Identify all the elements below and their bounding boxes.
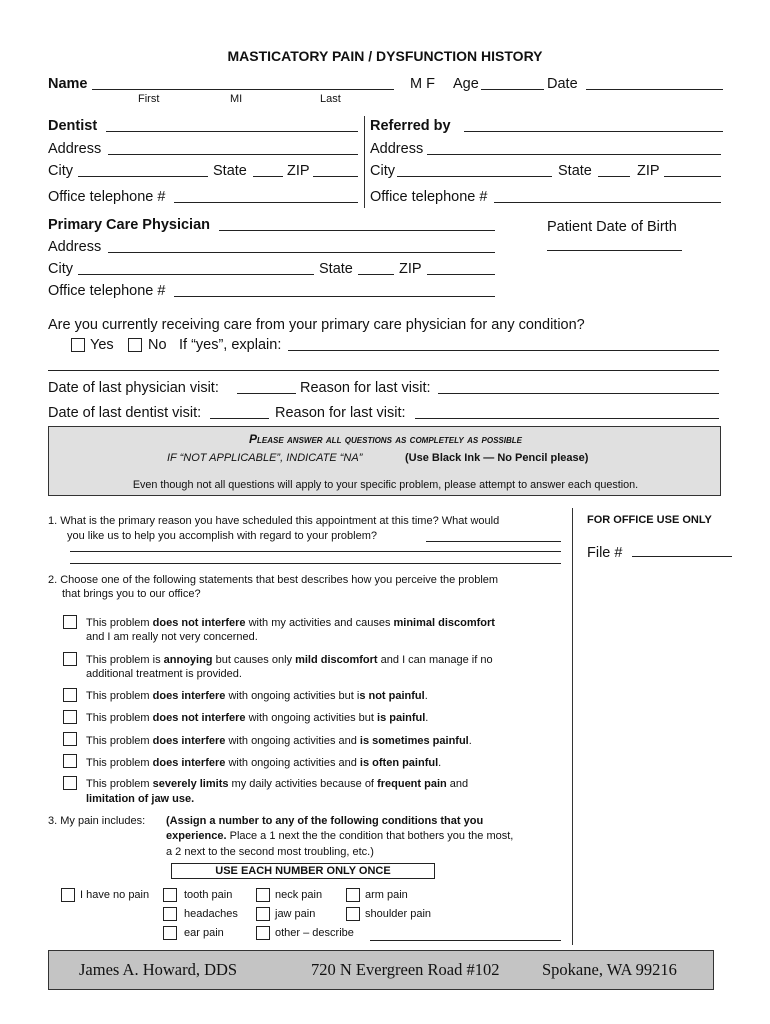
- referred-zip-field[interactable]: [664, 176, 721, 177]
- jaw-pain-label: jaw pain: [275, 908, 316, 920]
- headaches-box[interactable]: [163, 907, 177, 921]
- physician-name-field[interactable]: [219, 230, 495, 231]
- dentist-zip-field[interactable]: [313, 176, 358, 177]
- q3-instruction-line3: a 2 next to the second most troubling, etc.): [166, 846, 374, 858]
- referred-city-field[interactable]: [397, 176, 552, 177]
- name-label: Name: [48, 76, 88, 92]
- other-pain-label: other – describe: [275, 927, 354, 939]
- first-name-caption: First: [138, 93, 160, 105]
- last-name-caption: Last: [320, 93, 341, 105]
- doctor-name: James A. Howard, DDS: [79, 960, 238, 979]
- column-divider: [364, 116, 365, 208]
- q1-answer-field-3[interactable]: [70, 563, 561, 564]
- q2-text-line2: that brings you to our office?: [62, 588, 201, 600]
- office-divider: [572, 508, 573, 945]
- physician-city-label: City: [48, 261, 73, 277]
- referred-zip-label: ZIP: [637, 163, 660, 179]
- neck-pain-box[interactable]: [256, 888, 270, 902]
- q2-option-2-text: This problem is annoying but causes only mild discomfort and I can manage if no: [86, 654, 493, 666]
- physician-visit-field[interactable]: [237, 393, 296, 394]
- physician-address-label: Address: [48, 239, 102, 255]
- q2-option-4-checkbox[interactable]: [63, 710, 77, 724]
- care-question: Are you currently receiving care from your primary care physician for any condition?: [48, 317, 585, 333]
- q2-text-line1: 2. Choose one of the following statements that best describes how you perceive the problem: [48, 574, 499, 586]
- instructions-box: [48, 426, 721, 496]
- referred-address-field[interactable]: [427, 154, 721, 155]
- referred-city-label: City: [370, 163, 395, 179]
- q2-option-1-checkbox[interactable]: [63, 615, 77, 629]
- physician-state-field[interactable]: [358, 274, 394, 275]
- physician-heading: Primary Care Physician: [48, 217, 211, 233]
- dentist-state-field[interactable]: [253, 176, 283, 177]
- file-number-label: File #: [587, 545, 623, 561]
- care-explain-field[interactable]: [288, 350, 719, 351]
- q1-text-line2: you like us to help you accomplish with regard to your problem?: [67, 530, 377, 542]
- q2-option-2-checkbox[interactable]: [63, 652, 77, 666]
- instructions-heading: Please answer all questions as completely as possible: [249, 432, 522, 446]
- care-no-label: No: [148, 337, 167, 353]
- dentist-address-label: Address: [48, 141, 102, 157]
- no-pain-checkbox[interactable]: [61, 888, 75, 902]
- referred-state-label: State: [558, 163, 592, 179]
- office-use-heading: FOR OFFICE USE ONLY: [587, 514, 712, 526]
- sex-options[interactable]: M F: [410, 76, 435, 92]
- physician-state-label: State: [319, 261, 353, 277]
- physician-address-field[interactable]: [108, 252, 495, 253]
- referred-phone-label: Office telephone #: [370, 189, 488, 205]
- age-label: Age: [453, 76, 479, 92]
- dob-field[interactable]: [547, 250, 682, 251]
- footer-bar: [48, 950, 714, 990]
- tooth-pain-label: tooth pain: [184, 889, 233, 901]
- care-explain-field-2[interactable]: [48, 370, 719, 371]
- q2-option-1-text: This problem does not interfere with my activities and causes minimal discomfort: [86, 617, 495, 629]
- date-label: Date: [547, 76, 578, 92]
- jaw-pain-box[interactable]: [256, 907, 270, 921]
- shoulder-pain-box[interactable]: [346, 907, 360, 921]
- q2-option-5-checkbox[interactable]: [63, 732, 77, 746]
- q2-option-3-text: This problem does interfere with ongoing activities but is not painful.: [86, 690, 428, 702]
- q2-option-5-text: This problem does interfere with ongoing activities and is sometimes painful.: [86, 735, 472, 747]
- instructions-note: Even though not all questions will apply to your specific problem, please attempt to answer each question.: [132, 479, 639, 491]
- neck-pain-label: neck pain: [275, 889, 323, 901]
- dentist-phone-label: Office telephone #: [48, 189, 166, 205]
- name-field[interactable]: [92, 89, 394, 90]
- dentist-heading: Dentist: [48, 118, 98, 134]
- q2-option-4-text: This problem does not interfere with ongoing activities but is painful.: [86, 712, 429, 724]
- na-instruction: IF “NOT APPLICABLE”, INDICATE “NA”: [167, 452, 363, 464]
- q1-answer-field-2[interactable]: [70, 551, 561, 552]
- q2-option-2-text-line2: additional treatment is provided.: [86, 668, 242, 680]
- no-pain-label: I have no pain: [80, 889, 150, 901]
- other-describe-field[interactable]: [370, 940, 561, 941]
- date-field[interactable]: [586, 89, 723, 90]
- dentist-zip-label: ZIP: [287, 163, 310, 179]
- physician-reason-field[interactable]: [438, 393, 719, 394]
- q2-option-6-text: This problem does interfere with ongoing activities and is often painful.: [86, 757, 442, 769]
- q1-text-line1: 1. What is the primary reason you have scheduled this appointment at this time? What would: [48, 515, 500, 527]
- dentist-visit-field[interactable]: [210, 418, 269, 419]
- care-yes-label: Yes: [90, 337, 114, 353]
- q2-option-1-text-line2: and I am really not very concerned.: [86, 631, 258, 643]
- dentist-state-label: State: [213, 163, 247, 179]
- dentist-reason-field[interactable]: [415, 418, 719, 419]
- dentist-address-field[interactable]: [108, 154, 358, 155]
- physician-zip-field[interactable]: [427, 274, 495, 275]
- physician-reason-label: Reason for last visit:: [300, 380, 431, 396]
- tooth-pain-box[interactable]: [163, 888, 177, 902]
- referred-name-field[interactable]: [464, 131, 723, 132]
- referred-phone-field[interactable]: [494, 202, 721, 203]
- dentist-name-field[interactable]: [106, 131, 358, 132]
- dentist-city-field[interactable]: [78, 176, 208, 177]
- physician-visit-label: Date of last physician visit:: [48, 380, 219, 396]
- shoulder-pain-label: shoulder pain: [365, 908, 432, 920]
- age-field[interactable]: [481, 89, 544, 90]
- referred-state-field[interactable]: [598, 176, 630, 177]
- arm-pain-box[interactable]: [346, 888, 360, 902]
- care-yes-checkbox[interactable]: [71, 338, 85, 352]
- q1-answer-field-1[interactable]: [426, 541, 561, 542]
- dentist-visit-label: Date of last dentist visit:: [48, 405, 202, 421]
- ear-pain-box[interactable]: [163, 926, 177, 940]
- file-number-field[interactable]: [632, 556, 732, 557]
- q3-label: 3. My pain includes:: [48, 815, 146, 827]
- physician-city-field[interactable]: [78, 274, 314, 275]
- q3-instruction-line2: experience. Place a 1 next the the condition that bothers you the most,: [166, 830, 514, 842]
- care-no-checkbox[interactable]: [128, 338, 142, 352]
- dob-label: Patient Date of Birth: [547, 219, 677, 235]
- q2-option-7-text-line2: limitation of jaw use.: [86, 793, 195, 805]
- use-once-box: USE EACH NUMBER ONLY ONCE: [171, 863, 435, 879]
- referred-heading: Referred by: [370, 118, 451, 134]
- dentist-city-label: City: [48, 163, 73, 179]
- physician-phone-label: Office telephone #: [48, 283, 166, 299]
- q2-option-7-checkbox[interactable]: [63, 776, 77, 790]
- headaches-label: headaches: [184, 908, 238, 920]
- ear-pain-label: ear pain: [184, 927, 224, 939]
- office-city: Spokane, WA 99216: [542, 960, 677, 979]
- arm-pain-label: arm pain: [365, 889, 408, 901]
- dentist-reason-label: Reason for last visit:: [275, 405, 406, 421]
- physician-zip-label: ZIP: [399, 261, 422, 277]
- office-address: 720 N Evergreen Road #102: [311, 960, 500, 979]
- other-pain-box[interactable]: [256, 926, 270, 940]
- q3-instruction-line1: (Assign a number to any of the following conditions that you: [166, 815, 484, 827]
- mi-caption: MI: [230, 93, 243, 105]
- q2-option-6-checkbox[interactable]: [63, 754, 77, 768]
- page-title: MASTICATORY PAIN / DYSFUNCTION HISTORY: [227, 48, 543, 64]
- referred-address-label: Address: [370, 141, 424, 157]
- dentist-phone-field[interactable]: [174, 202, 358, 203]
- q2-option-3-checkbox[interactable]: [63, 688, 77, 702]
- q2-option-7-text: This problem severely limits my daily activities because of frequent pain and: [86, 778, 469, 790]
- care-explain-label: If “yes”, explain:: [179, 337, 282, 353]
- ink-instruction: (Use Black Ink — No Pencil please): [405, 452, 589, 464]
- physician-phone-field[interactable]: [174, 296, 495, 297]
